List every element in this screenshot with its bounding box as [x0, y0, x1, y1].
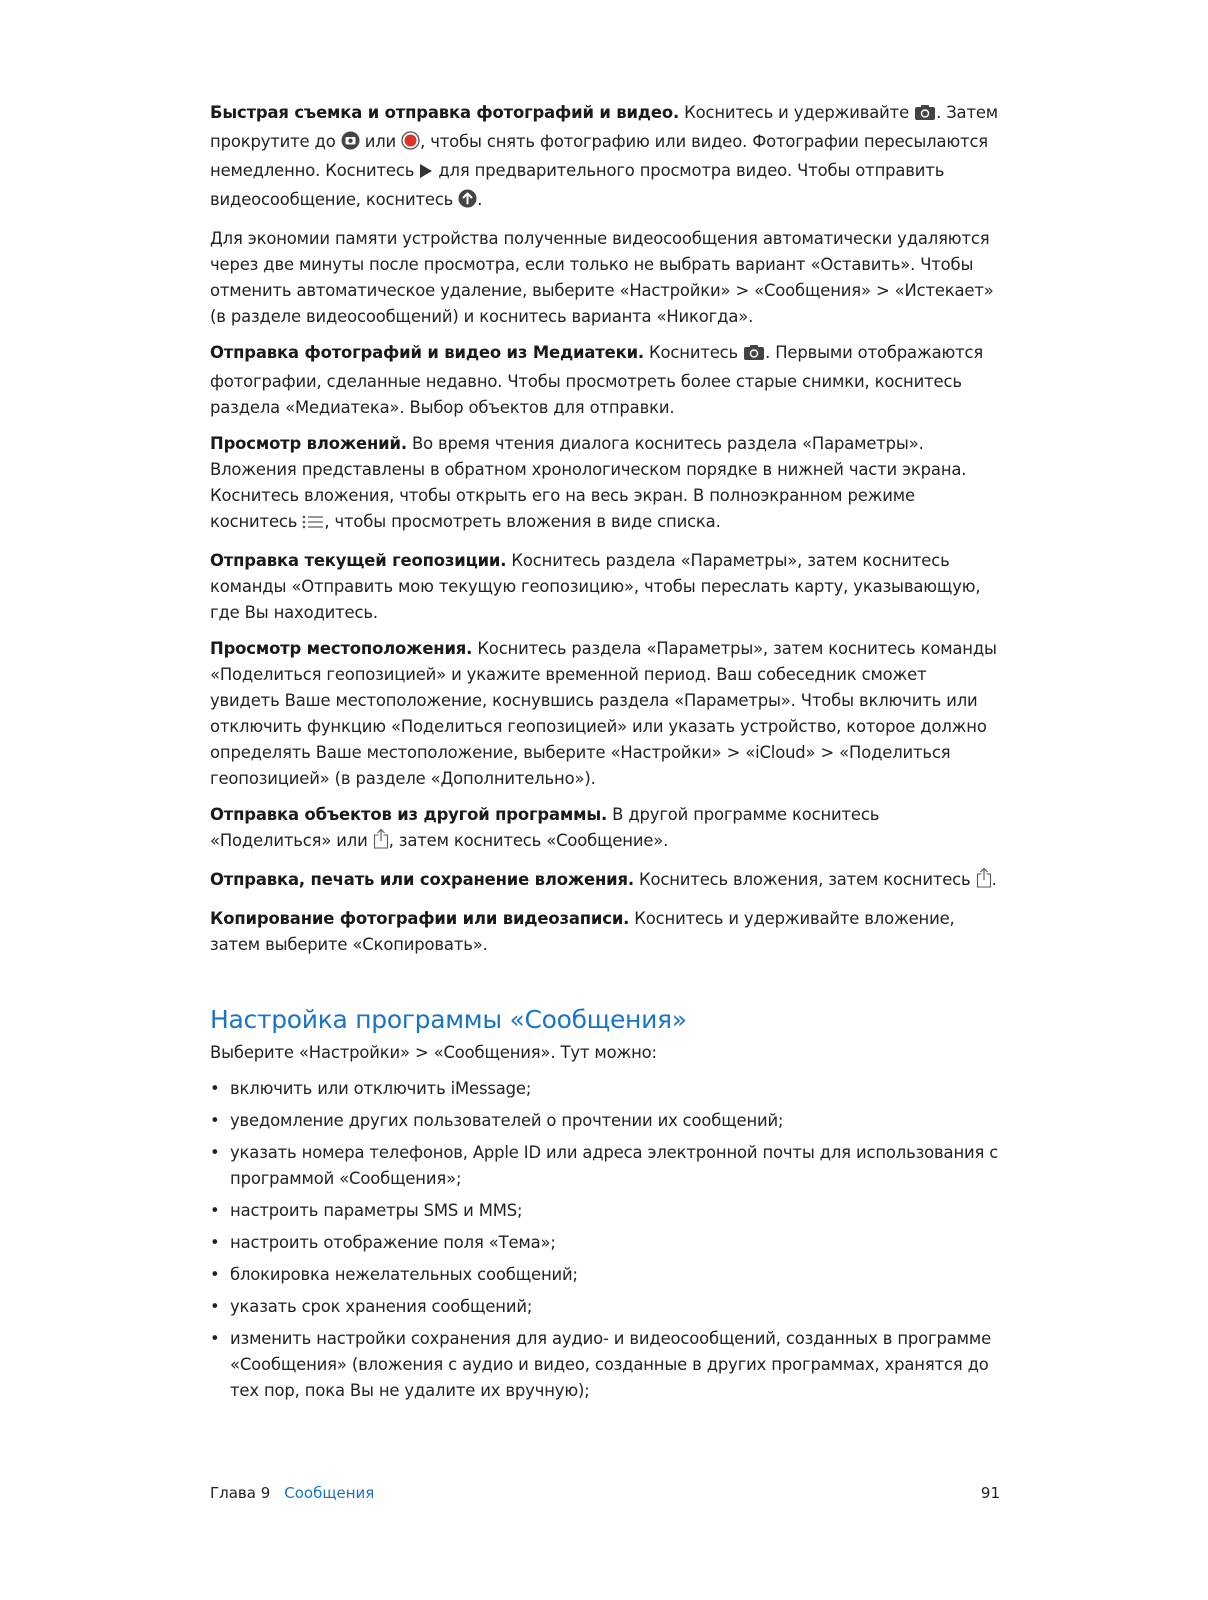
page-number: 91	[980, 1484, 1000, 1502]
list-item: • указать срок хранения сообщений;	[210, 1294, 1000, 1320]
list-item: • изменить настройки сохранения для аудио- и видеосообщений, созданных в программе «Сообщения» (вложения с аудио и видео, созданные в других программах, хранятся до тех пор, пока Вы не удалите их вручную);	[210, 1326, 1000, 1404]
list-item: • настроить параметры SMS и MMS;	[210, 1198, 1000, 1224]
bullet-marker: •	[210, 1233, 220, 1252]
paragraph-heading: Отправка, печать или сохранение вложения.	[210, 870, 634, 889]
paragraph-send-print-save: Отправка, печать или сохранение вложения. Коснитесь вложения, затем коснитесь .	[210, 867, 1000, 896]
bullet-marker: •	[210, 1143, 220, 1162]
bullet-marker: •	[210, 1079, 220, 1098]
bullet-marker: •	[210, 1111, 220, 1130]
paragraph-share-from-app: Отправка объектов из другой программы. В другой программе коснитесь «Поделиться» или , затем коснитесь «Сообщение».	[210, 802, 1000, 857]
paragraph-heading: Копирование фотографии или видеозаписи.	[210, 909, 630, 928]
chapter-label: Глава 9	[210, 1484, 271, 1502]
list-icon	[302, 512, 324, 538]
paragraph-quick-capture: Быстрая съемка и отправка фотографий и видео. Коснитесь и удерживайте . Затем прокрутите до или , чтобы снять фотографию или видео. Фотографии пересылаются немедленно. Коснитесь для предварительного просмотра видео. Чтобы отправить видеосообщение, коснитесь .	[210, 100, 1000, 216]
document-page	[210, 100, 1000, 1410]
paragraph-heading: Просмотр местоположения.	[210, 639, 473, 658]
paragraph-heading: Отправка фотографий и видео из Медиатеки.	[210, 343, 644, 362]
list-item: • настроить отображение поля «Тема»;	[210, 1230, 1000, 1256]
paragraph-heading: Просмотр вложений.	[210, 434, 407, 453]
share-icon	[373, 828, 389, 857]
paragraph-copy-media: Копирование фотографии или видеозаписи. Коснитесь и удерживайте вложение, затем выберите «Скопировать».	[210, 909, 955, 954]
section-title: Настройка программы «Сообщения»	[210, 1005, 687, 1034]
photo-mode-icon	[341, 131, 360, 158]
paragraph-auto-delete: Для экономии памяти устройства полученные видеосообщения автоматически удаляются через две минуты после просмотра, если только не выбрать вариант «Оставить». Чтобы отменить автоматическое удаление, выберите «Настройки» > «Сообщения» > «Истекает» (в разделе видеосообщений) и коснитесь варианта «Никогда».	[210, 229, 994, 326]
bullet-marker: •	[210, 1329, 220, 1348]
page-footer	[210, 1483, 1000, 1503]
paragraph-send-location: Отправка текущей геопозиции. Коснитесь раздела «Параметры», затем коснитесь команды «Отправить мою текущую геопозицию», чтобы переслать карту, указывающую, где Вы находитесь.	[210, 551, 981, 622]
settings-list	[210, 1076, 1000, 1404]
camera-icon	[914, 103, 936, 129]
list-item: • уведомление других пользователей о прочтении их сообщений;	[210, 1108, 1000, 1134]
send-arrow-icon	[458, 189, 477, 216]
paragraph-heading: Быстрая съемка и отправка фотографий и видео.	[210, 103, 680, 122]
list-item: • блокировка нежелательных сообщений;	[210, 1262, 1000, 1288]
bullet-marker: •	[210, 1201, 220, 1220]
chapter-name: Сообщения	[284, 1484, 375, 1502]
paragraph-view-attachments: Просмотр вложений. Во время чтения диалога коснитесь раздела «Параметры». Вложения представлены в обратном хронологическом порядке в нижней части экрана. Коснитесь вложения, чтобы открыть его на весь экран. В полноэкранном режиме коснитесь , чтобы просмотреть вложения в виде списка.	[210, 431, 1000, 538]
list-item: • включить или отключить iMessage;	[210, 1076, 1000, 1102]
paragraph-view-location: Просмотр местоположения. Коснитесь раздела «Параметры», затем коснитесь команды «Поделиться геопозицией» и укажите временной период. Ваш собеседник сможет увидеть Ваше местоположение, коснувшись раздела «Параметры». Чтобы включить или отключить функцию «Поделиться геопозицией» или указать устройство, которое должно определять Ваше местоположение, выберите «Настройки» > «iCloud» > «Поделиться геопозицией» (в разделе «Дополнительно»).	[210, 639, 997, 788]
section-intro: Выберите «Настройки» > «Сообщения». Тут можно:	[210, 1043, 657, 1062]
bullet-marker: •	[210, 1265, 220, 1284]
play-icon	[419, 161, 433, 187]
paragraph-heading: Отправка объектов из другой программы.	[210, 805, 608, 824]
bullet-marker: •	[210, 1297, 220, 1316]
share-icon	[976, 867, 992, 896]
paragraph-heading: Отправка текущей геопозиции.	[210, 551, 507, 570]
camera-icon	[743, 343, 765, 369]
list-item: • указать номера телефонов, Apple ID или адреса электронной почты для использования с программой «Сообщения»;	[210, 1140, 1000, 1192]
record-icon	[401, 131, 420, 158]
paragraph-send-from-library: Отправка фотографий и видео из Медиатеки. Коснитесь . Первыми отображаются фотографии, сделанные недавно. Чтобы просмотреть более старые снимки, коснитесь раздела «Медиатека». Выбор объектов для отправки.	[210, 343, 984, 417]
